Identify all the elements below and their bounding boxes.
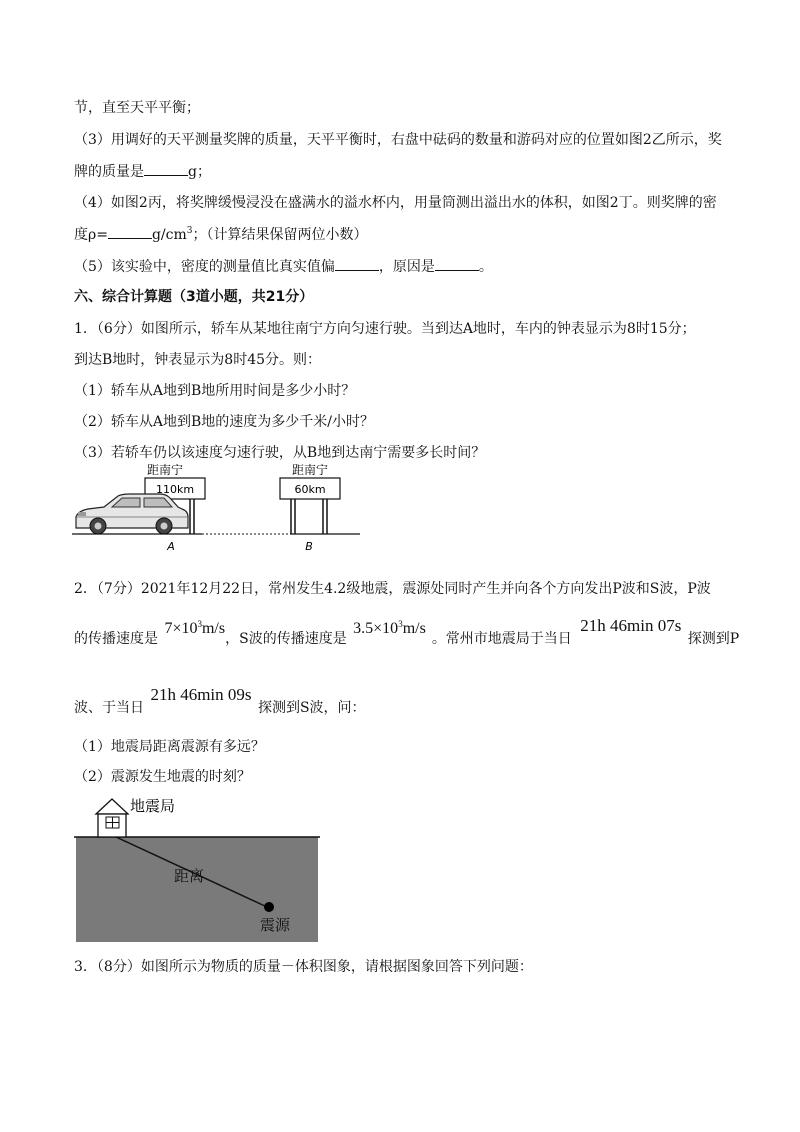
section-title: 六、综合计算题（3道小题，共21分） xyxy=(74,289,314,305)
q3-line-1: 3．（8分）如图所示为物质的质量－体积图象，请根据图象回答下列问题： xyxy=(74,959,533,975)
error-suffix: 。 xyxy=(478,259,493,275)
label-a: A xyxy=(167,540,175,553)
source-label: 震源 xyxy=(260,916,291,934)
p-wave-speed xyxy=(164,620,225,637)
density-blank[interactable] xyxy=(108,224,152,239)
medal-mass-blank[interactable] xyxy=(144,161,188,176)
source-dot xyxy=(264,902,274,912)
q1-sub-2: （2）轿车从A地到B地的速度为多少千米/小时？ xyxy=(74,414,375,430)
station-house-icon xyxy=(96,799,128,837)
distance-label: 距离 xyxy=(174,867,205,885)
q2-sub-1: （1）地震局距离震源有多远？ xyxy=(74,739,265,755)
q2-line-2 xyxy=(74,616,740,649)
text-line-balance: 节，直至天平平衡； xyxy=(74,100,200,116)
sign-a-title: 距南宁 xyxy=(146,463,184,477)
error-reason-blank[interactable] xyxy=(435,256,479,271)
s-speed-unit: m/s xyxy=(402,620,426,637)
q1-line-2: 到达B地时，钟表显示为8时45分。则： xyxy=(74,352,322,368)
density-unit: g/cm xyxy=(151,227,187,243)
p-speed-unit: m/s xyxy=(201,620,226,637)
error-direction-blank[interactable] xyxy=(335,256,379,271)
s-speed-base: 3.5×10 xyxy=(353,620,399,637)
s-wave-time: 21h 46min 09s xyxy=(150,685,252,704)
q2-s-speed-prefix: ，S波的传播速度是 xyxy=(225,631,347,647)
density-prefix: 度ρ= xyxy=(74,227,108,243)
sign-b-value: 60km xyxy=(294,483,326,496)
q2-s-detect: 探测到S波，问： xyxy=(257,700,366,716)
text-q3-medal-mass: （3）用调好的天平测量奖牌的质量，天平平衡时，右盘中砝码的数量和游码对应的位置如图2乙所示，奖 xyxy=(74,132,722,148)
density-note: ；（计算结果保留两位小数） xyxy=(192,227,368,243)
error-reason-prefix: ，原因是 xyxy=(378,259,435,275)
p-wave-time: 21h 46min 07s xyxy=(580,616,682,635)
p-speed-exp: 3 xyxy=(197,619,202,629)
text-q4-overflow: （4）如图2丙，将奖牌缓慢浸没在盛满水的溢水杯内，用量筒测出溢出水的体积，如图2丁。则奖牌的密 xyxy=(74,195,717,211)
sign-a-value: 110km xyxy=(155,483,195,496)
medal-mass-unit: g； xyxy=(188,164,211,180)
q1-figure xyxy=(70,462,360,554)
q2-figure xyxy=(74,795,324,945)
sign-b-title: 距南宁 xyxy=(291,463,329,477)
text-density-answer xyxy=(74,224,368,245)
text-medal-mass-answer xyxy=(74,161,211,182)
text-q5-error xyxy=(74,256,493,277)
s-speed-exp: 3 xyxy=(398,619,403,629)
s-wave-speed xyxy=(353,620,426,637)
car-icon xyxy=(76,494,188,534)
medal-mass-prefix: 牌的质量是 xyxy=(74,164,144,180)
q1-line-1: 1．（6分）如图所示，轿车从某地往南宁方向匀速行驶。当到达A地时，车内的钟表显示为8时15分； xyxy=(74,321,696,337)
error-prefix: （5）该实验中，密度的测量值比真实值偏 xyxy=(74,259,335,275)
p-speed-base: 7×10 xyxy=(164,620,198,637)
q2-line-1: 2．（7分）2021年12月22日，常州发生4.2级地震，震源处同时产生并向各个方向发出P波和S波，P波 xyxy=(74,581,711,597)
q2-p-speed-prefix: 的传播速度是 xyxy=(74,631,158,647)
density-unit-exponent: 3 xyxy=(186,226,193,236)
station-label: 地震局 xyxy=(130,797,176,815)
q2-p-detect: 探测到P xyxy=(687,631,740,647)
q2-time-prefix: 。常州市地震局于当日 xyxy=(431,631,572,647)
q2-sub-2: （2）震源发生地震的时刻？ xyxy=(74,769,251,785)
q2-s-prefix: 波、于当日 xyxy=(74,700,144,716)
q1-sub-3: （3）若轿车仍以该速度匀速行驶，从B地到达南宁需要多长时间？ xyxy=(74,445,486,461)
q1-sub-1: （1）轿车从A地到B地所用时间是多少小时？ xyxy=(74,383,356,399)
label-b: B xyxy=(305,540,313,553)
q2-line-3 xyxy=(74,685,366,718)
